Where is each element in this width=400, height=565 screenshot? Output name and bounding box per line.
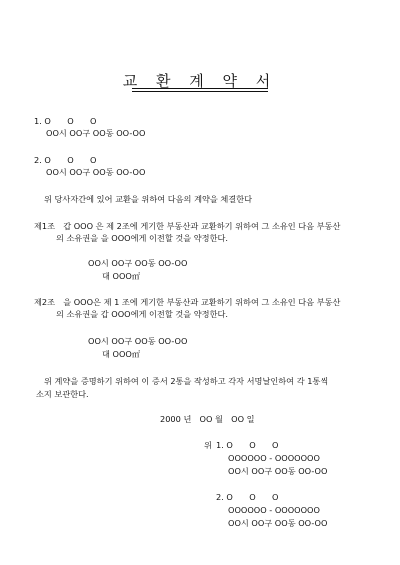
proof-clause-line-1: 위 계약을 증명하기 위하여 이 증서 2통을 작성하고 각자 서명날인하여 각 1통씩 xyxy=(44,376,329,386)
party-2-address: OO시 OO구 OO동 OO-OO xyxy=(46,167,146,177)
article-1-line-1: 제1조 갑 OOO 은 제 2조에 게기한 부동산과 교환하기 위하여 그 소유인 다음 부동산 xyxy=(34,221,341,231)
article-1-property-area: 대 OOO㎡ xyxy=(102,271,141,281)
article-2-property-address: OO시 OO구 OO동 OO-OO xyxy=(88,336,188,346)
article-2-line-1: 제2조 을 OOO은 제 1 조에 게기한 부동산과 교환하기 위하여 그 소유인 다음 부동산 xyxy=(34,297,341,307)
signatory-2-address: OO시 OO구 OO동 OO-OO xyxy=(228,518,328,528)
signatory-1-prefix: 위 xyxy=(204,440,212,450)
signatory-1-name: 1. O O O xyxy=(216,440,279,450)
proof-clause-line-2: 소지 보관한다. xyxy=(36,389,89,399)
intro-text: 위 당사자간에 있어 교환을 위하여 다음의 계약을 체결한다 xyxy=(44,194,253,204)
signatory-1-id-number: OOOOOO - OOOOOOO xyxy=(228,453,320,463)
party-2-name: 2. O O O xyxy=(34,155,97,165)
signatory-2-id-number: OOOOOO - OOOOOOO xyxy=(228,505,320,515)
article-1-line-2: 의 소유권을 을 OOO에게 이전할 것을 약정한다. xyxy=(56,233,229,243)
title-underline-top xyxy=(132,88,268,89)
signatory-1-address: OO시 OO구 OO동 OO-OO xyxy=(228,466,328,476)
document-title: 교 환 계 약 서 xyxy=(122,72,278,90)
article-1-property-address: OO시 OO구 OO동 OO-OO xyxy=(88,258,188,268)
article-2-property-area: 대 OOO㎡ xyxy=(102,349,141,359)
signatory-2-name: 2. O O O xyxy=(216,492,279,502)
title-underline-bottom xyxy=(132,91,268,92)
party-1-name: 1. O O O xyxy=(34,116,97,126)
contract-date: 2000 년 OO 월 OO 일 xyxy=(160,414,255,424)
party-1-address: OO시 OO구 OO동 OO-OO xyxy=(46,128,146,138)
article-2-line-2: 의 소유권을 갑 OOO에게 이전할 것을 약정한다. xyxy=(56,309,229,319)
